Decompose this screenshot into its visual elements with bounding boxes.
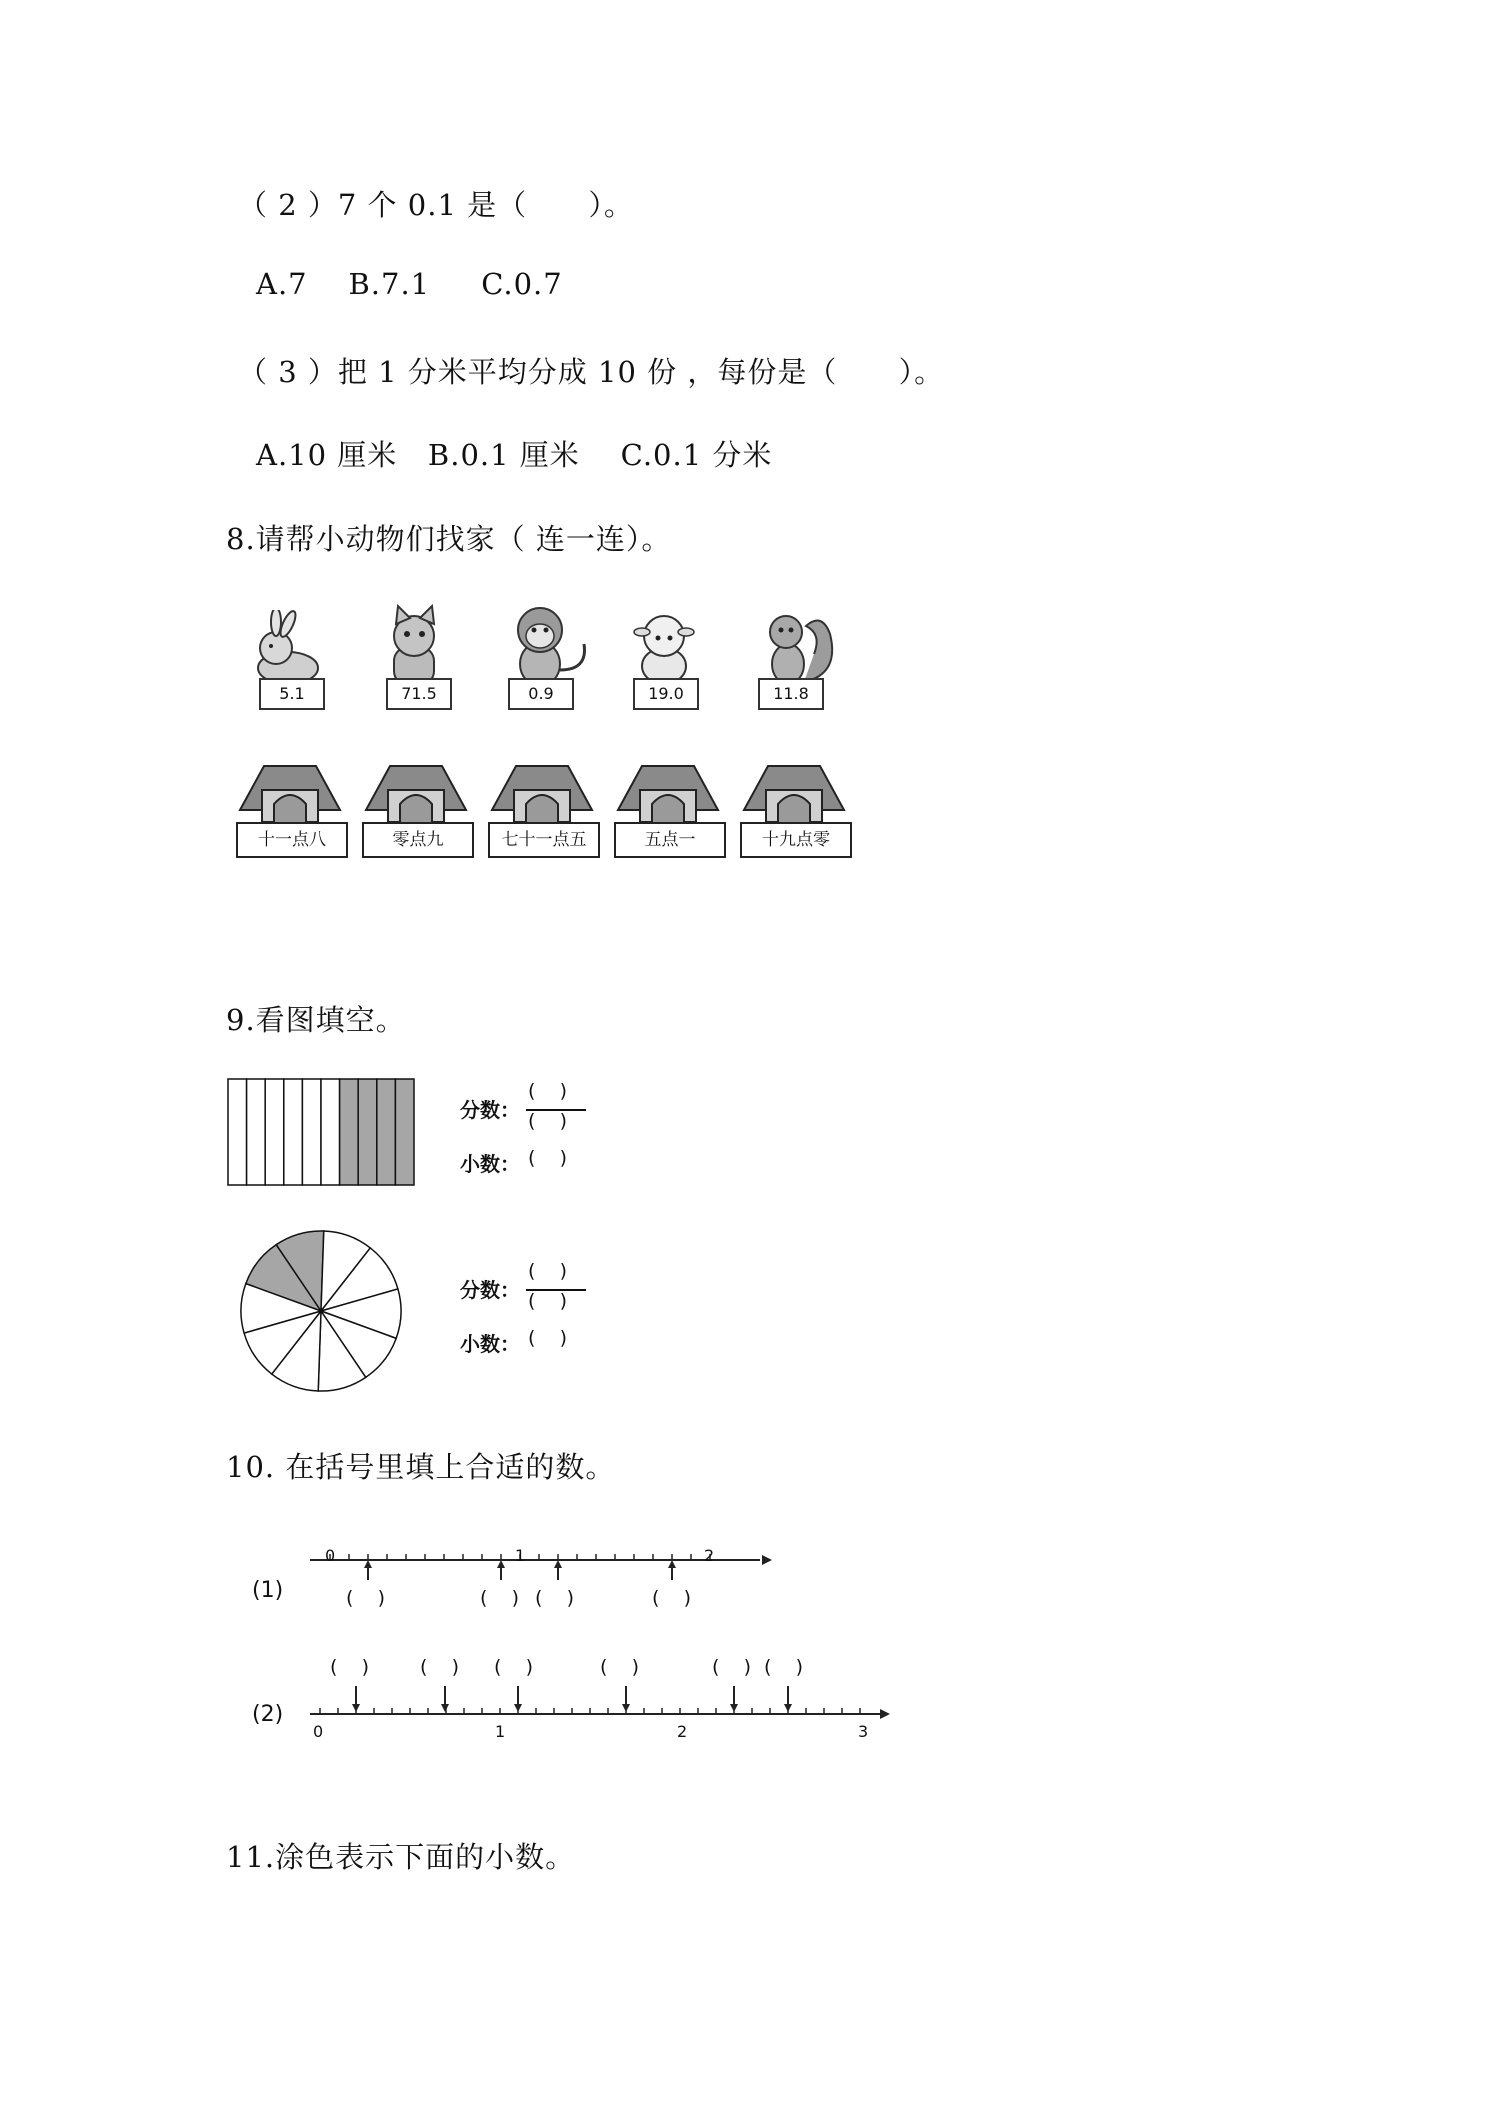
q9-fig2-numerator: ( ) <box>528 1260 567 1282</box>
house-label: 五点一 <box>614 822 726 858</box>
monkey-icon <box>500 600 600 690</box>
q10-line1-label: (1) <box>252 1578 284 1603</box>
q9-bar-figure <box>226 1077 416 1187</box>
animal-label-monkey: 0.9 <box>508 678 574 710</box>
q10-line1-tick-2: 2 <box>704 1546 715 1565</box>
q7-sub2-stem: （ 2 ）7 个 0.1 是（ ）。 <box>238 188 634 222</box>
house-label: 零点九 <box>362 822 474 858</box>
house-label: 七十一点五 <box>488 822 600 858</box>
q9-fig2-fraction-label: 分数： <box>460 1278 520 1302</box>
q9-fig1-denominator: ( ) <box>528 1110 567 1132</box>
bar-strip <box>340 1079 359 1185</box>
q10-line1-blank: ( ) <box>652 1587 691 1609</box>
bar-strip <box>321 1079 340 1185</box>
q10-line2-blank: ( ) <box>494 1656 533 1678</box>
animal-label-squirrel: 11.8 <box>758 678 824 710</box>
bar-strip <box>358 1079 377 1185</box>
q10-line2-blank: ( ) <box>764 1656 803 1678</box>
q11-title: 11.涂色表示下面的小数。 <box>226 1840 576 1874</box>
bar-strip <box>247 1079 266 1185</box>
house-icon <box>360 760 472 822</box>
bar-strip <box>377 1079 396 1185</box>
q10-line2-blank: ( ) <box>600 1656 639 1678</box>
number-line-2 <box>300 1680 900 1720</box>
bar-strip <box>284 1079 303 1185</box>
q10-line2-tick-0: 0 <box>313 1722 324 1741</box>
q9-fig2-decimal-label: 小数： <box>460 1332 520 1356</box>
q9-fig2-decimal: ( ) <box>528 1327 567 1349</box>
q10-line1-blank: ( ) <box>480 1587 519 1609</box>
animal-label-rabbit: 5.1 <box>259 678 325 710</box>
house-icon <box>612 760 724 822</box>
bar-strip <box>395 1079 414 1185</box>
q10-line1-blank: ( ) <box>346 1587 385 1609</box>
q9-fig2-denominator: ( ) <box>528 1290 567 1312</box>
q9-fig1-decimal-label: 小数： <box>460 1152 520 1176</box>
house-icon <box>234 760 346 822</box>
q10-line2-tick-2: 2 <box>677 1722 688 1741</box>
house-label: 十一点八 <box>236 822 348 858</box>
q10-line2-blank: ( ) <box>420 1656 459 1678</box>
q10-line2-blank: ( ) <box>712 1656 751 1678</box>
q9-title: 9.看图填空。 <box>226 1003 406 1037</box>
q10-line2-label: (2) <box>252 1702 284 1727</box>
house-label: 十九点零 <box>740 822 852 858</box>
q7-sub2-options: A.7 B.7.1 C.0.7 <box>256 267 563 301</box>
animal-label-sheep: 19.0 <box>633 678 699 710</box>
q7-sub3-stem: （ 3 ）把 1 分米平均分成 10 份 ，每份是（ ）。 <box>238 355 945 389</box>
q10-line1-blank: ( ) <box>535 1587 574 1609</box>
animal-label-cat: 71.5 <box>386 678 452 710</box>
q9-circle-figure <box>236 1226 406 1396</box>
q10-line1-tick-0: 0 <box>325 1546 336 1565</box>
q8-title: 8.请帮小动物们找家（ 连一连）。 <box>226 522 672 556</box>
q9-fig1-fraction-label: 分数： <box>460 1098 520 1122</box>
q10-line1-tick-1: 1 <box>515 1546 526 1565</box>
q9-fig1-numerator: ( ) <box>528 1080 567 1102</box>
house-icon <box>486 760 598 822</box>
q10-line2-blank: ( ) <box>330 1656 369 1678</box>
bar-strip <box>265 1079 284 1185</box>
q10-line2-tick-1: 1 <box>495 1722 506 1741</box>
q10-line2-tick-3: 3 <box>858 1722 869 1741</box>
q10-title: 10. 在括号里填上合适的数。 <box>226 1450 616 1484</box>
q9-fig1-decimal: ( ) <box>528 1147 567 1169</box>
bar-strip <box>228 1079 247 1185</box>
bar-strip <box>302 1079 321 1185</box>
q7-sub3-options: A.10 厘米 B.0.1 厘米 C.0.1 分米 <box>256 438 773 472</box>
house-icon <box>738 760 850 822</box>
